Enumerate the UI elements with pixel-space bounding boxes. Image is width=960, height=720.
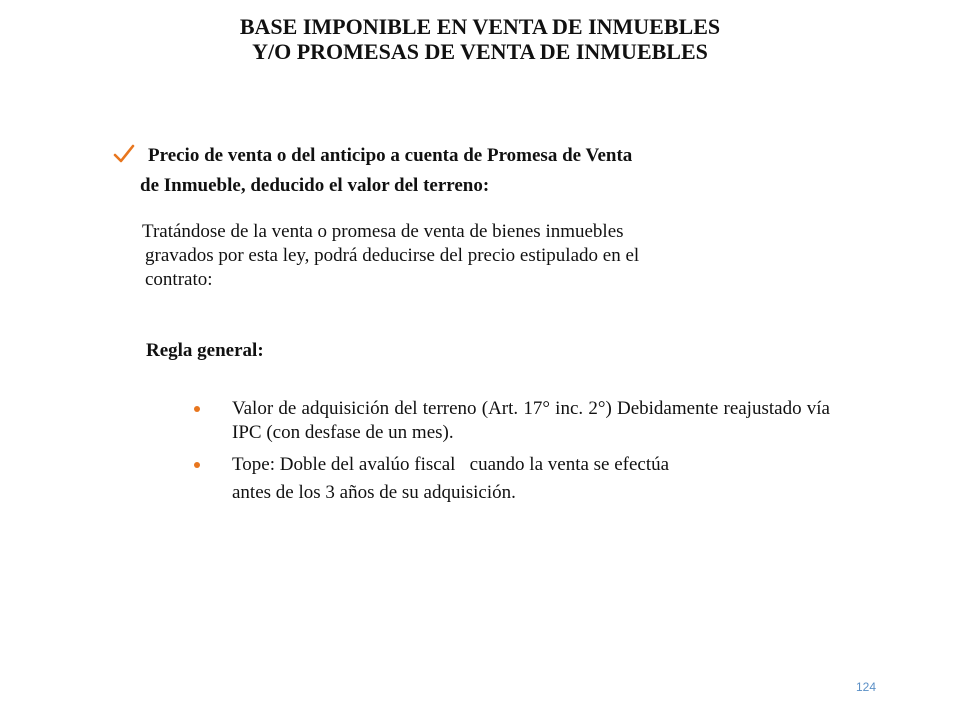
bullet-list — [190, 397, 840, 507]
page-number: 124 — [856, 680, 877, 694]
rule-label: Regla general: — [146, 340, 264, 361]
title-line-1: BASE IMPONIBLE EN VENTA DE INMUEBLES — [239, 14, 721, 39]
intro-line-1: Tratándose de la venta o promesa de venta de bienes inmuebles — [142, 221, 624, 242]
bullet-icon — [194, 406, 200, 412]
heading-line-2: de Inmueble, deducido el valor del terreno: — [140, 175, 490, 196]
page-title — [0, 14, 960, 64]
bullet-text-line-2: antes de los 3 años de su adquisición. — [232, 482, 516, 503]
intro-line-2: gravados por esta ley, podrá deducirse del precio estipulado en el — [145, 245, 640, 266]
check-icon — [112, 142, 136, 166]
heading-line-1: Precio de venta o del anticipo a cuenta de Promesa de Venta — [148, 145, 633, 166]
bullet-text: Valor de adquisición del terreno (Art. 17° inc. 2°) Debidamente reajustado vía IPC (con desfase de un mes). — [232, 398, 830, 443]
list-item — [190, 451, 840, 507]
bullet-text-line-1: Tope: Doble del avalúo fiscal cuando la venta se efectúa — [232, 454, 670, 475]
title-line-2: Y/O PROMESAS DE VENTA DE INMUEBLES — [252, 39, 708, 64]
intro-line-3: contrato: — [145, 269, 213, 290]
list-item — [190, 397, 830, 445]
bullet-icon — [194, 462, 200, 468]
intro-paragraph — [142, 220, 785, 292]
